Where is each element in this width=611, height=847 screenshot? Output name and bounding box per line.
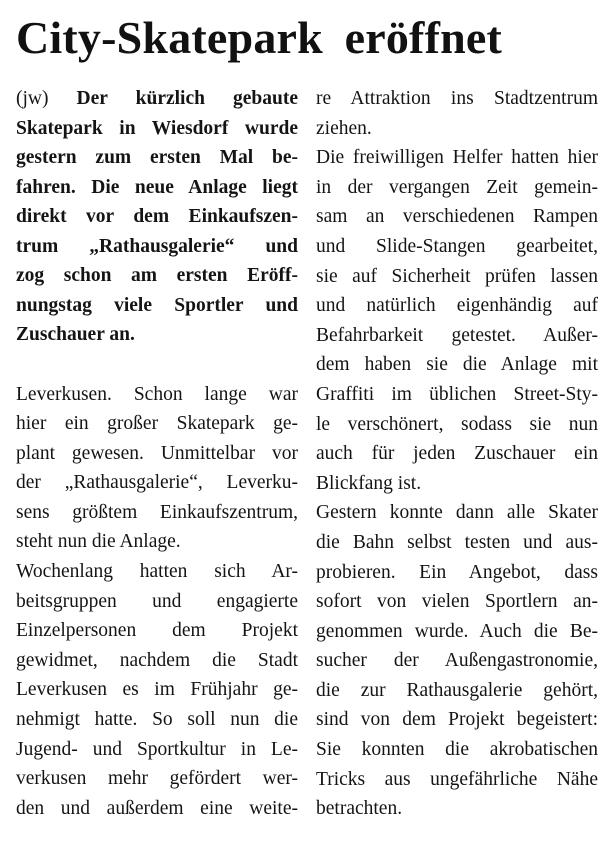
body-line: nehmigt hatte. So soll nun die: [16, 709, 298, 731]
lead-line: fahren. Die neue Anlage liegt: [16, 176, 298, 198]
body-line: sie auf Sicherheit prüfen lassen: [316, 265, 598, 287]
body-text-left: [16, 380, 298, 824]
body-line: Wochenlang hatten sich Ar-: [16, 561, 298, 583]
body-line: auch für jeden Zuschauer ein: [316, 443, 598, 465]
body-text-right: [316, 84, 598, 824]
body-line: Leverkusen es im Frühjahr ge-: [16, 679, 298, 701]
body-line: und natürlich eigenhändig auf: [316, 295, 598, 317]
body-line: Gestern konnte dann alle Skater: [316, 502, 598, 524]
lead-line: [16, 84, 298, 114]
body-line: hier ein großer Skatepark ge-: [16, 413, 298, 435]
body-line: Jugend- und Sportkultur in Le-: [16, 738, 298, 760]
body-line: sind von dem Projekt begeistert:: [316, 709, 598, 731]
lead-line: Zuschauer an.: [16, 324, 135, 345]
lead-line: trum „Rathausgalerie“ und: [16, 235, 298, 257]
body-line: betrachten.: [316, 798, 403, 820]
body-line: den und außerdem eine weite-: [16, 797, 298, 819]
lead-line: direkt vor dem Einkaufszen-: [16, 206, 298, 227]
body-line: Die freiwilligen Helfer hatten hier: [316, 147, 598, 169]
body-line: und Slide-Stangen gearbeitet,: [316, 235, 598, 257]
body-line: Befahrbarkeit getestet. Außer-: [316, 324, 598, 346]
body-line: sens größtem Einkaufszentrum,: [16, 501, 298, 523]
byline: (jw): [16, 88, 49, 109]
lead-paragraph: [16, 84, 298, 350]
body-line: gewidmet, nachdem die Stadt: [16, 649, 298, 671]
right-column: [316, 84, 598, 824]
body-line: verkusen mehr gefördert wer-: [16, 768, 298, 790]
body-line: Einzelpersonen dem Projekt: [16, 620, 298, 642]
lead-line: nungstag viele Sportler und: [16, 294, 298, 316]
body-line: ziehen.: [316, 117, 372, 139]
lead-text: Der kürzlich gebaute: [76, 88, 298, 109]
body-line: beitsgruppen und engagierte: [16, 590, 298, 612]
lead-line: Skatepark in Wiesdorf wurde: [16, 117, 298, 139]
headline: City-Skatepark eröffnet: [16, 12, 503, 63]
body-line: sam an verschiedenen Rampen: [316, 206, 598, 228]
body-line: Leverkusen. Schon lange war: [16, 383, 298, 405]
body-line: Tricks aus ungefährliche Nähe: [316, 768, 598, 790]
body-line: plant gewesen. Unmittelbar vor: [16, 442, 298, 464]
body-line: die zur Rathausgalerie gehört,: [316, 679, 598, 701]
body-line: Graffiti im üblichen Street-Sty-: [316, 383, 598, 405]
left-column: [16, 84, 298, 823]
lead-line: zog schon am ersten Eröff-: [16, 265, 298, 286]
body-line: le verschönert, sodass sie nun: [316, 413, 598, 435]
body-line: genommen wurde. Auch die Be-: [316, 620, 598, 642]
body-line: steht nun die Anlage.: [16, 531, 181, 553]
lead-line: gestern zum ersten Mal be-: [16, 147, 298, 168]
body-line: Blickfang ist.: [316, 472, 422, 494]
body-line: sucher der Außengastronomie,: [316, 650, 598, 672]
body-line: probieren. Ein Angebot, dass: [316, 561, 598, 583]
body-line: der „Rathausgalerie“, Leverku-: [16, 472, 298, 494]
body-line: dem haben sie die Anlage mit: [316, 354, 598, 376]
body-line: Sie konnten die akrobatischen: [316, 739, 598, 761]
body-line: re Attraktion ins Stadtzentrum: [316, 88, 598, 109]
body-line: sofort von vielen Sportlern an-: [316, 591, 598, 613]
body-line: die Bahn selbst testen und aus-: [316, 531, 598, 553]
body-line: in der vergangen Zeit gemein-: [316, 176, 598, 198]
